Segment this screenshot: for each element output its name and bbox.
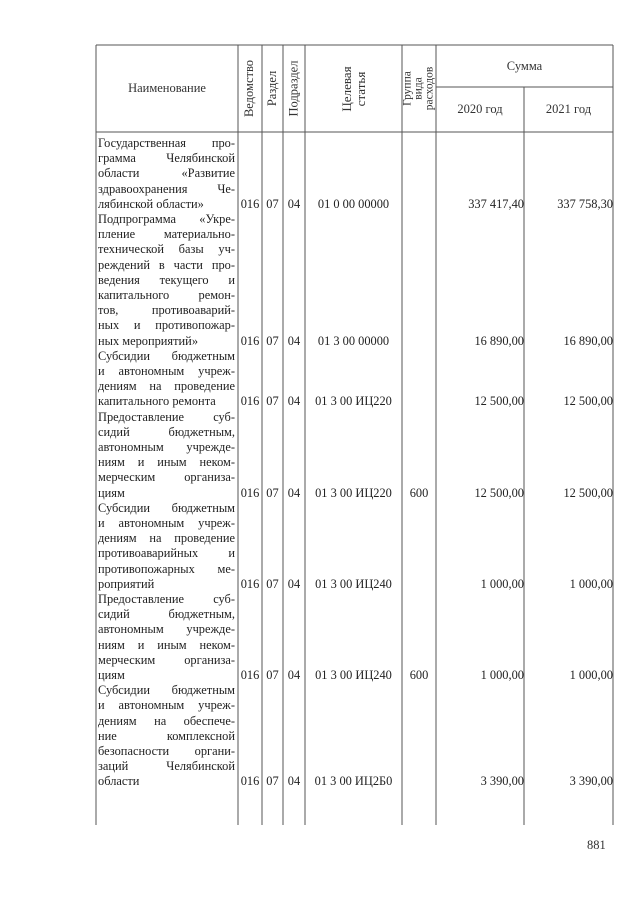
row-sum-2021: 3 390,00: [569, 774, 613, 789]
row-name-line: противопожарных ме-: [98, 561, 235, 576]
row-name-line: Предоставление суб-: [98, 592, 235, 606]
row-name: [98, 136, 235, 212]
row-name-line: противоаварийных и: [98, 546, 235, 561]
row-name-line: капитального ремон-: [98, 287, 235, 302]
row-sum-2021: 12 500,00: [563, 485, 613, 500]
row-name-line: лябинской области»: [98, 196, 204, 211]
row-podrazdel: 04: [287, 333, 301, 348]
row-name-line: Подпрограмма «Укре-: [98, 212, 235, 226]
row-podrazdel: 04: [287, 576, 301, 591]
row-sum-2020: 12 500,00: [474, 485, 524, 500]
header-summa: Сумма: [506, 58, 543, 73]
row-name-line: мерческим организа-: [98, 470, 235, 485]
row-razdel: 07: [266, 394, 279, 409]
row-vedomstvo: 016: [240, 668, 260, 682]
header-year-2020: 2020 год: [457, 102, 503, 116]
row-razdel: 07: [266, 668, 279, 682]
row-sum-2020: 3 390,00: [480, 774, 524, 789]
row-name-line: и автономным учреж-: [98, 698, 235, 713]
row-name-line: ние комплексной: [98, 728, 235, 743]
header-celevaya: Целевая статья: [338, 65, 368, 112]
row-sum-2020: 12 500,00: [474, 394, 524, 409]
row-name-line: циям: [98, 485, 125, 500]
row-vedomstvo: 016: [240, 485, 260, 500]
row-celevaya-statya: 01 3 00 ИЦ220: [315, 394, 392, 409]
row-name-line: безопасности органи-: [98, 743, 235, 758]
row-vedomstvo: 016: [240, 576, 260, 591]
row-name: [98, 212, 235, 349]
row-vedomstvo: 016: [240, 196, 260, 211]
row-name: [98, 410, 235, 501]
row-gruppa-vida: 600: [409, 485, 429, 500]
row-sum-2021: 337 758,30: [557, 196, 613, 211]
row-name-line: пление материально-: [98, 227, 235, 242]
row-name-line: автономным учрежде-: [98, 439, 235, 454]
row-sum-2020: 337 417,40: [468, 196, 524, 211]
row-name-line: Предоставление суб-: [98, 409, 235, 424]
row-name: [98, 349, 235, 410]
row-razdel: 07: [266, 576, 279, 591]
row-sum-2020: 16 890,00: [474, 333, 524, 348]
row-name-line: и автономным учреж-: [98, 363, 235, 378]
row-celevaya-statya: 01 3 00 ИЦ240: [315, 668, 392, 682]
row-name-line: ниям и иным неком-: [98, 455, 235, 470]
row-celevaya-statya: 01 0 00 00000: [317, 196, 390, 211]
row-name-line: ведения текущего и: [98, 272, 235, 287]
header-razdel: Раздел: [265, 70, 280, 107]
row-sum-2021: 1 000,00: [569, 576, 613, 591]
row-name-line: дениям на обеспече-: [98, 713, 235, 728]
row-razdel: 07: [266, 333, 279, 348]
row-name-line: заций Челябинской: [98, 759, 235, 774]
row-sum-2020: 1 000,00: [480, 668, 524, 682]
row-name-line: Государственная про-: [98, 136, 235, 150]
row-celevaya-statya: 01 3 00 00000: [317, 333, 390, 348]
row-podrazdel: 04: [287, 774, 301, 789]
row-name-line: ных и противопожар-: [98, 318, 235, 333]
row-name-line: технической базы уч-: [98, 242, 235, 257]
row-vedomstvo: 016: [240, 774, 260, 789]
row-sum-2020: 1 000,00: [480, 576, 524, 591]
row-name: [98, 592, 235, 683]
row-celevaya-statya: 01 3 00 ИЦ2Б0: [314, 774, 393, 789]
row-sum-2021: 1 000,00: [569, 668, 613, 682]
row-name-line: и автономным учреж-: [98, 515, 235, 530]
row-name-line: дениям на проведение: [98, 379, 235, 394]
row-razdel: 07: [266, 774, 279, 789]
row-name-line: сидий бюджетным,: [98, 424, 235, 439]
row-name-line: Субсидии бюджетным: [98, 500, 235, 515]
row-name-line: капитального ремонта: [98, 394, 216, 409]
row-name-line: ных мероприятий»: [98, 333, 199, 348]
row-name-line: ниям и иным неком-: [98, 637, 235, 652]
row-name-line: здравоохранения Че-: [98, 181, 235, 196]
row-name-line: сидий бюджетным,: [98, 607, 235, 622]
row-name-line: дениям на проведение: [98, 531, 235, 546]
row-name-line: области: [98, 774, 140, 789]
row-podrazdel: 04: [287, 668, 301, 682]
row-name-line: Субсидии бюджетным: [98, 683, 235, 698]
row-name-line: мерческим организа-: [98, 652, 235, 667]
row-razdel: 07: [266, 196, 279, 211]
header-gruppa: Группа вида расходов: [401, 66, 436, 111]
header-podrazdel: Подраздел: [286, 60, 301, 117]
header-name: Наименование: [128, 81, 206, 95]
row-name: [98, 683, 235, 789]
row-name-line: роприятий: [98, 576, 155, 591]
row-name-line: циям: [98, 667, 125, 682]
row-name-line: тов, противоаварий-: [98, 303, 235, 318]
row-podrazdel: 04: [287, 485, 301, 500]
row-name-line: области «Развитие: [98, 166, 235, 181]
row-celevaya-statya: 01 3 00 ИЦ240: [315, 576, 392, 591]
row-podrazdel: 04: [287, 196, 301, 211]
row-sum-2021: 16 890,00: [563, 333, 613, 348]
row-name-line: Субсидии бюджетным: [98, 348, 235, 363]
row-name-line: автономным учрежде-: [98, 622, 235, 637]
row-name: [98, 501, 235, 592]
row-gruppa-vida: 600: [409, 668, 429, 682]
header-vedomstvo: Ведомство: [242, 59, 257, 118]
row-celevaya-statya: 01 3 00 ИЦ220: [315, 485, 392, 500]
header-year-2021: 2021 год: [545, 102, 592, 116]
row-vedomstvo: 016: [240, 333, 260, 348]
row-name-line: реждений в части про-: [98, 257, 235, 272]
row-vedomstvo: 016: [240, 394, 260, 409]
row-name-line: грамма Челябинской: [98, 151, 235, 166]
row-podrazdel: 04: [287, 394, 301, 409]
row-sum-2021: 12 500,00: [563, 394, 613, 409]
row-razdel: 07: [266, 485, 279, 500]
page-number: 881: [587, 838, 606, 852]
